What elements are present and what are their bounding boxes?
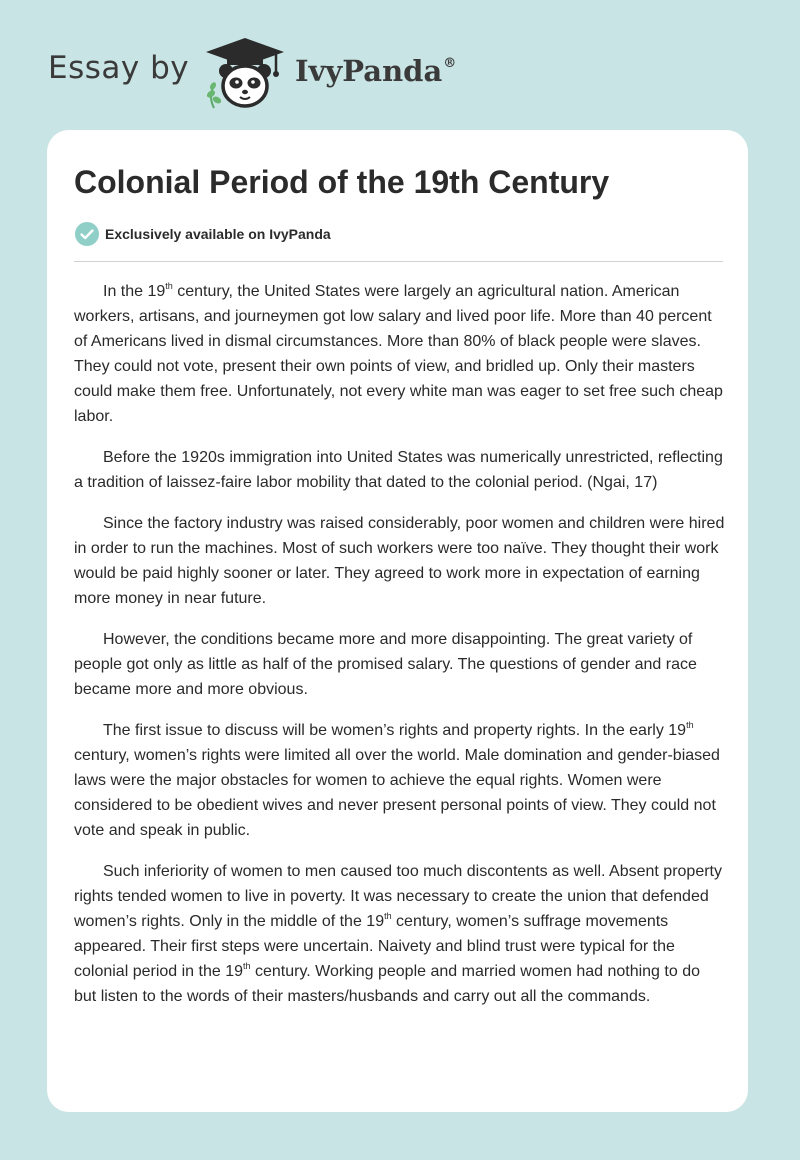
registered-mark: ® (443, 56, 457, 71)
paragraph-text: However, the conditions became more and more disappointing. The great variety of people got only as little as half of the promised salary. The questions of gender and race became more and more obvious. (74, 631, 697, 698)
body-paragraph (74, 627, 725, 702)
panda-graduate-logo-icon (202, 36, 288, 110)
paragraph-text: In the 19 (103, 283, 166, 300)
page-title: Colonial Period of the 19th Century (74, 164, 610, 200)
exclusive-badge (75, 222, 331, 246)
paragraph-text: century, women’s suffrage movements appeared. Their first steps were uncertain. Naivety and blind trust were typical for the colonial period in the 19 (74, 913, 675, 980)
ordinal-superscript: th (243, 961, 251, 971)
brand-name-text: IvyPanda (295, 54, 443, 88)
paragraph-text: Before the 1920s immigration into United States was numerically unrestricted, reflecting a tradition of laissez-faire labor mobility that dated to the colonial period. (Ngai, 17) (74, 449, 723, 491)
body-paragraph (74, 445, 725, 495)
paragraph-text: The first issue to discuss will be women’s rights and property rights. In the early 19 (103, 722, 687, 739)
check-circle-icon (75, 222, 99, 246)
body-paragraph (74, 279, 725, 429)
ordinal-superscript: th (384, 911, 392, 921)
exclusive-badge-label: Exclusively available on IvyPanda (105, 226, 331, 242)
paragraph-text: century, women’s rights were limited all over the world. Male domination and gender-biased laws were the major obstacles for women to achieve the equal rights. Women were considered to be obedient wives and never present personal points of view. They could not vote and speak in public. (74, 747, 720, 839)
body-paragraph (74, 859, 725, 1009)
title-divider (74, 261, 723, 262)
paragraph-text: Such inferiority of women to men caused too much discontents as well. Absent property rights tended women to live in poverty. It was necessary to create the union that defended women’s rights. Only in the middle of the 19 (74, 863, 722, 930)
paragraph-text: century. Working people and married women had nothing to do but listen to the words of their masters/husbands and carry out all the commands. (74, 963, 700, 1005)
ordinal-superscript: th (686, 720, 694, 730)
brand-prefix: Essay by (48, 50, 190, 86)
paragraph-text: Since the factory industry was raised considerably, poor women and children were hired in order to run the machines. Most of such workers were too naïve. They thought their work would be paid highly sooner or later. They agreed to work more in expectation of earning more money in near future. (74, 515, 725, 607)
brand-name (295, 54, 456, 88)
ordinal-superscript: th (165, 281, 173, 291)
essay-card (47, 130, 748, 1112)
paragraph-text: century, the United States were largely an agricultural nation. American workers, artisans, and journeymen got low salary and lived poor life. More than 40 percent of Americans lived in dismal circumstances. More than 80% of black people were slaves. They could not vote, present their own points of view, and bridled up. Only their masters could make them free. Unfortunately, not every white man was eager to set free such cheap labor. (74, 283, 723, 425)
body-paragraph (74, 511, 725, 611)
site-brand-header (48, 36, 468, 110)
article-body (74, 279, 725, 1025)
body-paragraph (74, 718, 725, 843)
